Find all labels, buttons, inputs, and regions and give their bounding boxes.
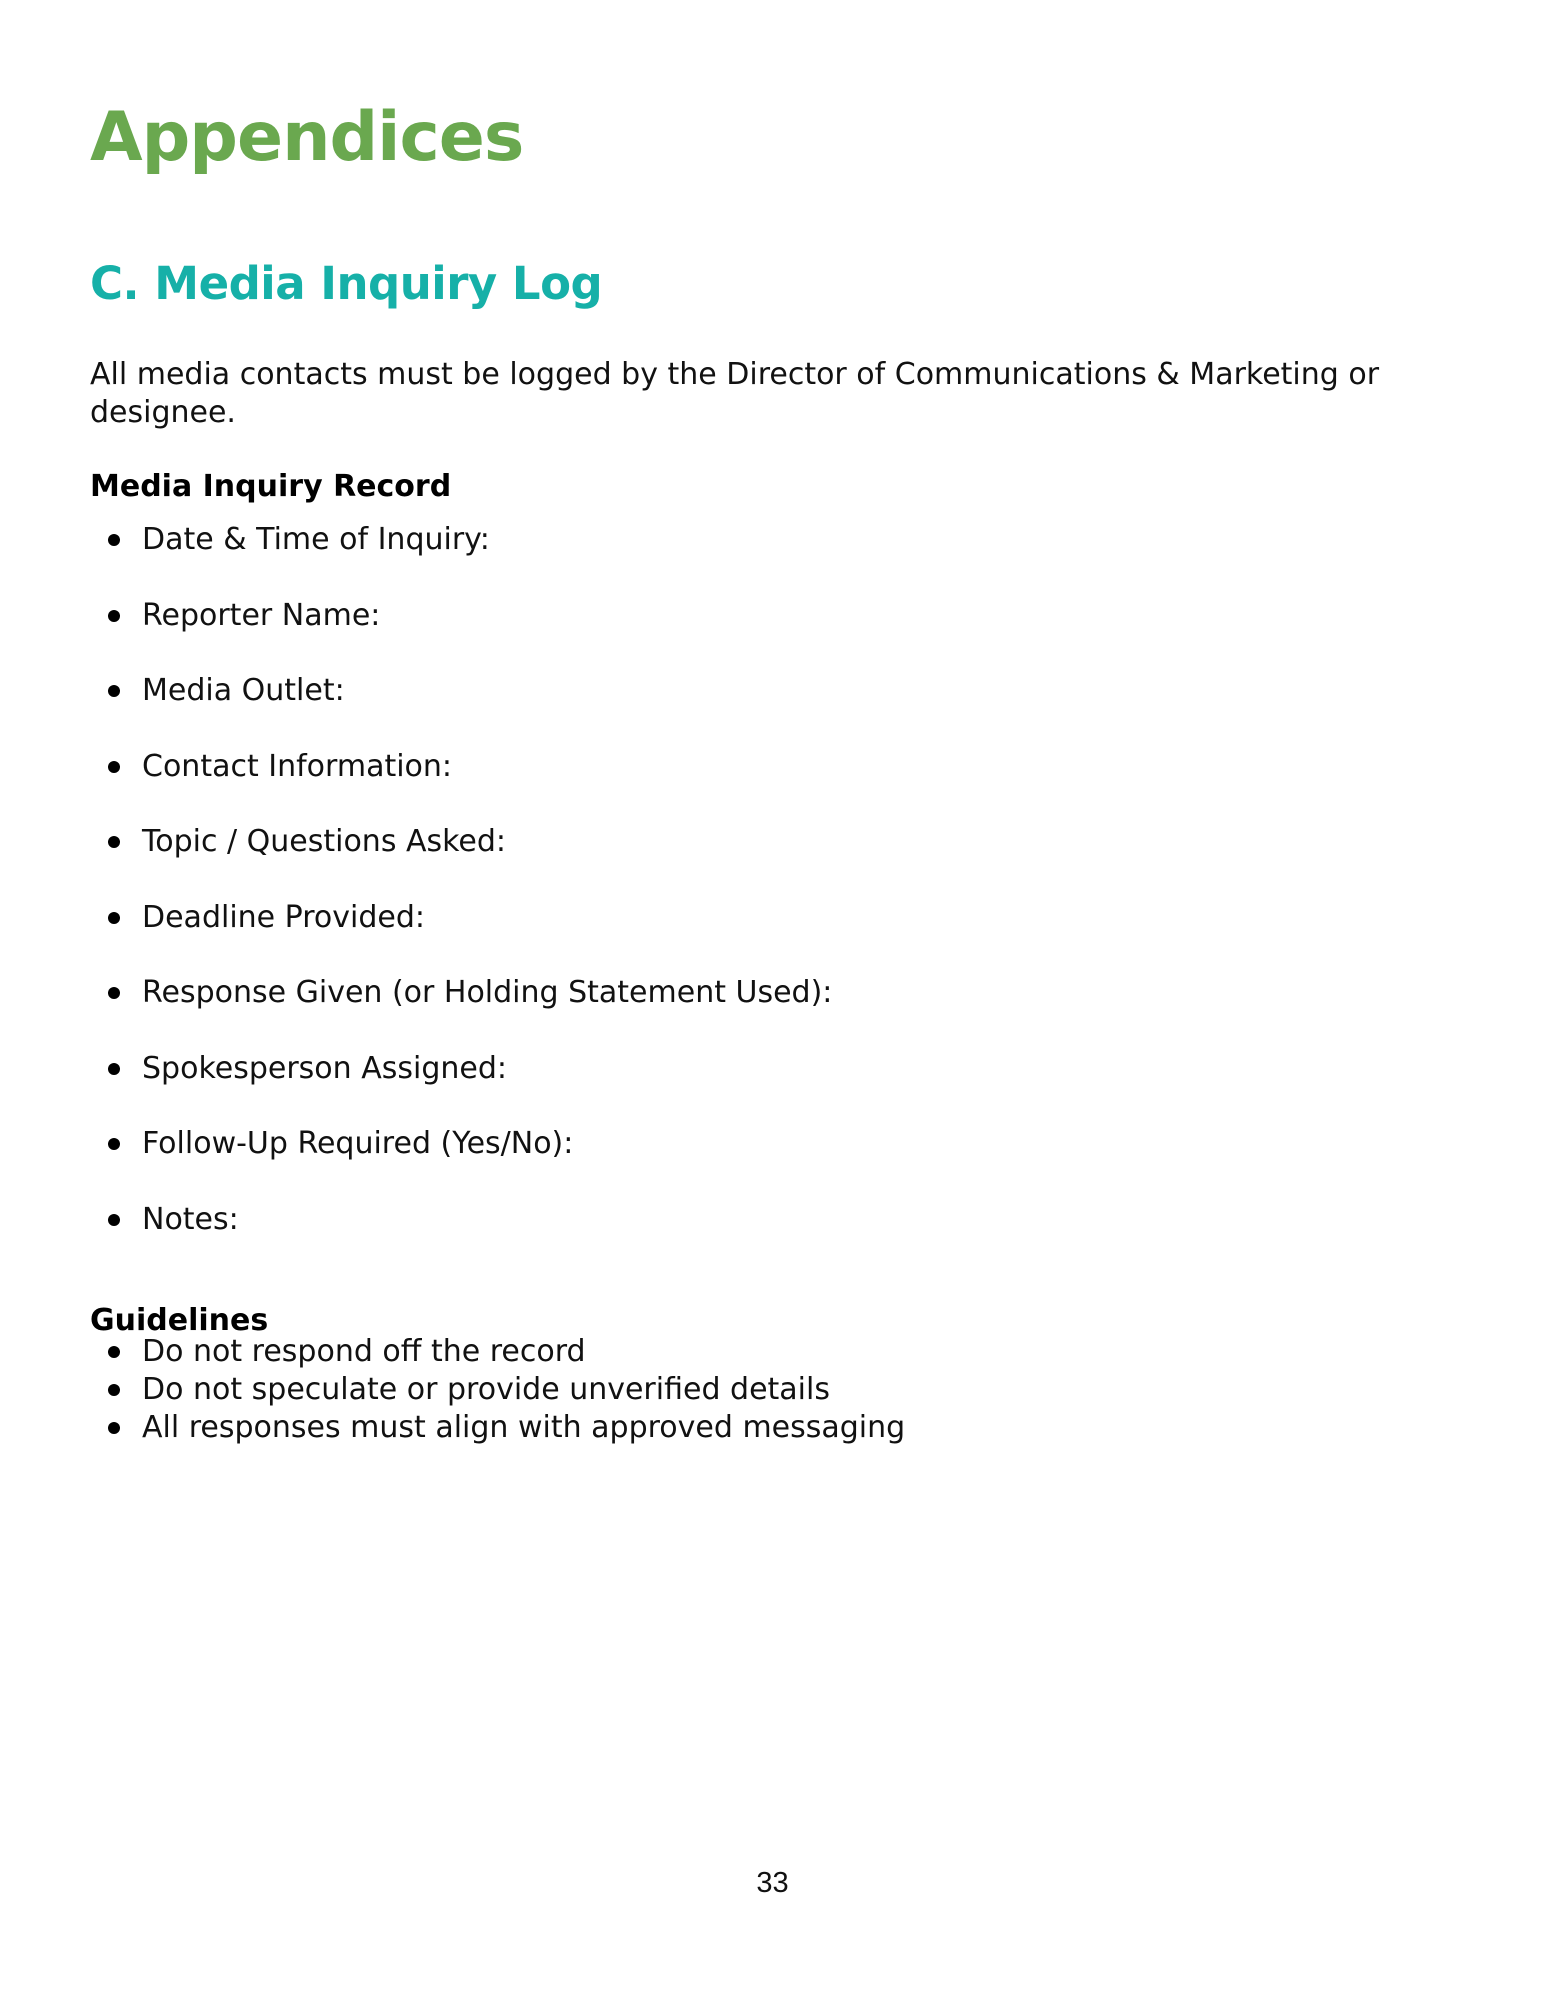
list-item-text: Media Outlet: [142,673,345,708]
page-title: Appendices [90,98,524,177]
record-list [90,521,832,1276]
list-item-text: Spokesperson Assigned: [142,1050,507,1086]
list-item-text: Topic / Questions Asked: [142,824,507,859]
guidelines-list [90,1333,905,1447]
list-item-text: Deadline Provided: [142,899,425,935]
list-item [90,1125,832,1163]
list-item-text: All responses must align with approved messaging [142,1410,906,1445]
record-heading: Media Inquiry Record [90,469,452,504]
list-item-text: Do not speculate or provide unverified details [142,1372,830,1407]
bullet-icon [108,610,120,622]
list-item-text: Response Given (or Holding Statement Used): [142,975,833,1010]
list-item [90,521,832,559]
bullet-icon [108,1138,120,1150]
list-item [90,597,832,635]
intro-paragraph: All media contacts must be logged by the Director of Communications & Marketing or designee. [90,357,1380,430]
bullet-icon [108,836,120,848]
bullet-icon [108,761,120,773]
list-item-text: Contact Information: [142,748,453,784]
list-item-text: Reporter Name: [142,597,381,633]
bullet-icon [108,1384,120,1396]
bullet-icon [108,1063,120,1075]
bullet-icon [108,912,120,924]
bullet-icon [108,1422,120,1434]
list-item [90,1409,905,1447]
page-number: 33 [756,1867,789,1899]
bullet-icon [108,1346,120,1358]
list-item-text: Follow-Up Required (Yes/No): [142,1126,574,1161]
list-item [90,748,832,786]
list-item [90,1201,832,1239]
list-item-text: Do not respond off the record [142,1334,586,1369]
bullet-icon [108,1214,120,1226]
bullet-icon [108,987,120,999]
list-item [90,672,832,710]
bullet-icon [108,685,120,697]
bullet-icon [108,534,120,546]
list-item-text: Notes: [142,1201,239,1237]
guidelines-heading: Guidelines [90,1303,269,1338]
section-title: C. Media Inquiry Log [90,257,603,310]
list-item [90,1333,905,1371]
list-item [90,823,832,861]
list-item [90,1050,832,1088]
list-item [90,974,832,1012]
list-item [90,1371,905,1409]
list-item [90,899,832,937]
list-item-text: Date & Time of Inquiry: [142,522,490,557]
